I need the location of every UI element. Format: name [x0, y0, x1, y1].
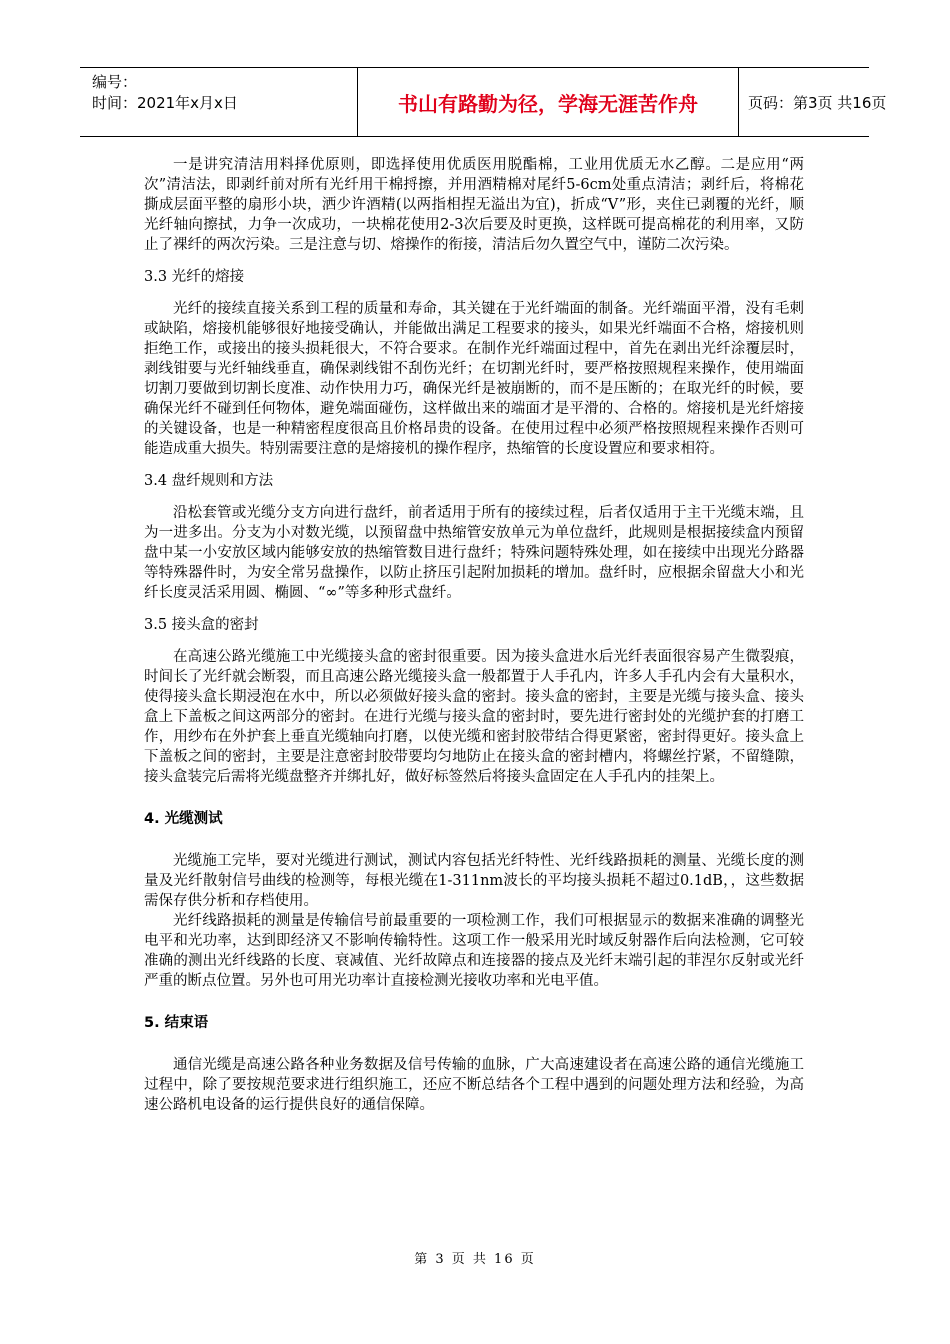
header-motto: 书山有路勤为径，学海无涯苦作舟 [357, 68, 739, 136]
paragraph-fusion: 光纤的接续直接关系到工程的质量和寿命，其关键在于光纤端面的制备。光纤端面平滑，没有毛刺或缺陷，熔接机能够很好地接受确认，并能做出满足工程要求的接头，如果光纤端面不合格，熔接机则拒绝工作，或接出的接头损耗很大，不符合要求。在制作光纤端面过程中，首先在剥出光纤涂覆层时，剥线钳要与光纤轴线垂直，确保剥线钳不刮伤光纤；在切割光纤时，要严格按照规程来操作，使用端面切割刀要做到切割长度准、动作快用力巧，确保光纤是被崩断的，而不是压断的；在取光纤的时候，要确保光纤不碰到任何物体，避免端面碰伤，这样做出来的端面才是平滑的、合格的。熔接机是光纤熔接的关键设备，也是一种精密程度很高且价格昂贵的设备。在使用过程中必须严格按照规程来操作否则可能造成重大损失。特别需要注意的是熔接机的操作程序，热缩管的长度设置应和要求相符。 [144, 301, 804, 457]
document-time: 时间：2021年x月x日 [92, 94, 238, 112]
subsection-heading-3-4: 3.4 盘纤规则和方法 [144, 473, 274, 489]
paragraph-cleaning: 一是讲究清洁用料择优原则，即选择使用优质医用脱酯棉，工业用优质无水乙醇。二是应用“两次”清洁法，即剥纤前对所有光纤用干棉捋擦，并用酒精棉对尾纤5-6cm处重点清洁；剥纤后，将棉花撕成层面平整的扇形小块，洒少许酒精(以两指相捏无溢出为宜)，折成“V”形，夹住已剥覆的光纤，顺光纤轴向擦拭，力争一次成功，一块棉花使用2-3次后要及时更换，这样既可提高棉花的利用率，又防止了裸纤的两次污染。三是注意与切、熔操作的衔接，清洁后勿久置空气中，谨防二次污染。 [144, 157, 804, 253]
subsection-heading-3-5: 3.5 接头盒的密封 [144, 617, 259, 633]
header-left [92, 72, 282, 114]
section-heading-5: 5. 结束语 [144, 1015, 209, 1031]
page-header [80, 67, 887, 137]
paragraph-sealing: 在高速公路光缆施工中光缆接头盒的密封很重要。因为接头盒进水后光纤表面很容易产生微裂痕，时间长了光纤就会断裂，而且高速公路光缆接头盒一般都置于人手孔内，许多人手孔内会有大量积水，使得接头盒长期浸泡在水中，所以必须做好接头盒的密封。接头盒的密封，主要是光缆与接头盒、接头盒上下盖板之间这两部分的密封。在进行光缆与接头盒的密封时，要先进行密封处的光缆护套的打磨工作，用纱布在外护套上垂直光缆轴向打磨，以使光缆和密封胶带结合得更紧密，密封得更好。接头盒上下盖板之间的密封，主要是注意密封胶带要均匀地防止在接头盒的密封槽内，将螺丝拧紧，不留缝隙，接头盒装完后需将光缆盘整齐并绑扎好，做好标签然后将接头盒固定在人手孔内的挂架上。 [144, 649, 804, 785]
document-number: 编号： [92, 73, 138, 91]
page-footer: 第 3 页 共 16 页 [414, 1252, 536, 1267]
paragraph-fiber-coiling: 沿松套管或光缆分支方向进行盘纤，前者适用于所有的接续过程，后者仅适用于主干光缆末端，且为一进多出。分支为小对数光缆，以预留盘中热缩管安放单元为单位盘纤，此规则是根据接续盒内预留盘中某一小安放区域内能够安放的热缩管数目进行盘纤；特殊问题特殊处理，如在接续中出现光分路器等特殊器件时，为安全常另盘操作，以防止挤压引起附加损耗的增加。盘纤时，应根据余留盘大小和光纤长度灵活采用圆、椭圆、“∞”等多种形式盘纤。 [144, 505, 804, 601]
paragraph-loss-measurement: 光纤线路损耗的测量是传输信号前最重要的一项检测工作，我们可根据显示的数据来准确的调整光电平和光功率，达到即经济又不影响传输特性。这项工作一般采用光时域反射器作后向法检测，它可较准确的测出光纤线路的长度、衰减值、光纤故障点和连接器的接点及光纤末端引起的菲涅尔反射或光纤严重的断点位置。另外也可用光功率计直接检测光接收功率和光电平值。 [144, 913, 804, 989]
paragraph-conclusion: 通信光缆是高速公路各种业务数据及信号传输的血脉，广大高速建设者在高速公路的通信光缆施工过程中，除了要按规范要求进行组织施工，还应不断总结各个工程中遇到的问题处理方法和经验，为高速公路机电设备的运行提供良好的通信保障。 [144, 1057, 804, 1113]
section-heading-4: 4. 光缆测试 [144, 811, 223, 827]
subsection-heading-3-3: 3.3 光纤的熔接 [144, 269, 245, 285]
document-body [144, 155, 804, 1115]
paragraph-testing: 光缆施工完毕，要对光缆进行测试，测试内容包括光纤特性、光纤线路损耗的测量、光缆长度的测量及光纤散射信号曲线的检测等，每根光缆在1-311nm波长的平均接头损耗不超过0.1dB，，这些数据需保存供分析和存档使用。 [144, 853, 804, 909]
header-page-info: 页码：第3页 共16页 [748, 93, 887, 112]
